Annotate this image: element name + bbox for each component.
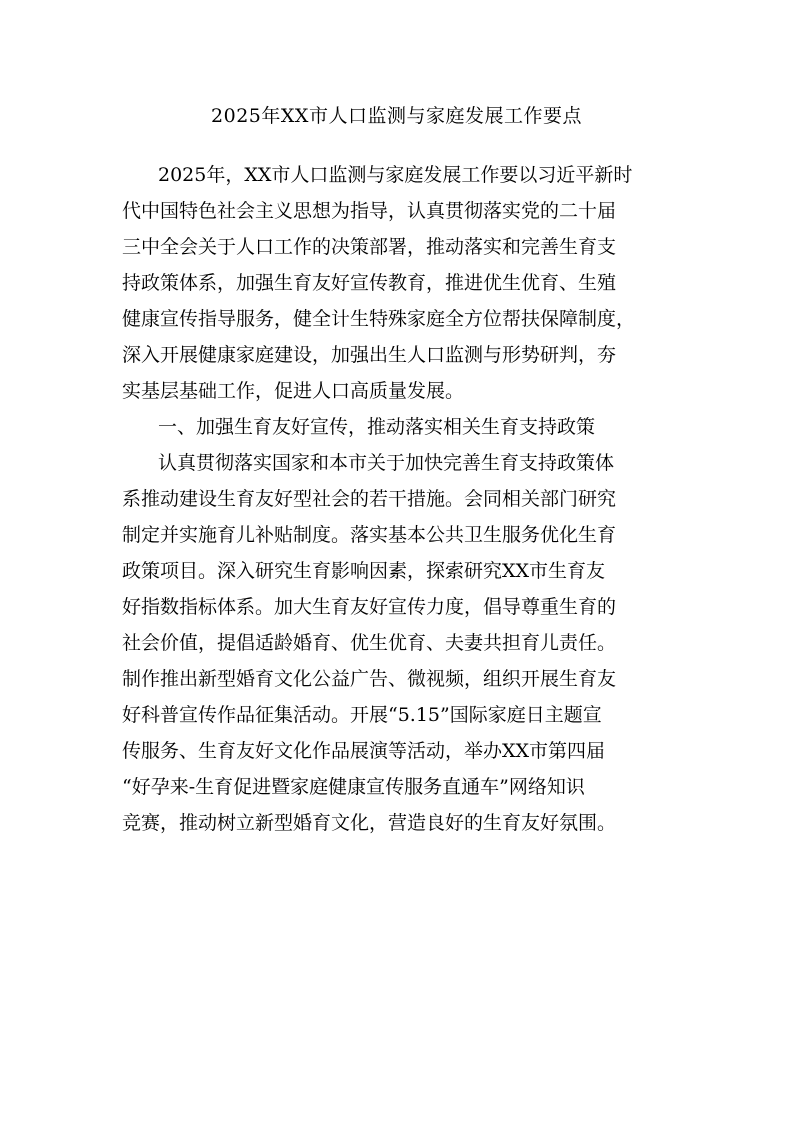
paragraph-line: 制作推出新型婚育文化公益广告、微视频，组织开展生育友 xyxy=(122,668,617,690)
paragraph-line: 系推动建设生育友好型社会的若干措施。会同相关部门研究 xyxy=(122,488,617,510)
paragraph-line: 健康宣传指导服务，健全计生特殊家庭全方位帮扶保障制度， xyxy=(122,308,636,330)
paragraph-line: 实基层基础工作，促进人口高质量发展。 xyxy=(122,380,465,402)
paragraph-line: 竞赛，推动树立新型婚育文化，营造良好的生育友好氛围。 xyxy=(122,812,617,834)
paragraph-line: “好孕来-生育促进暨家庭健康宣传服务直通车”网络知识 xyxy=(122,776,585,798)
paragraph-line: 好指数指标体系。加大生育友好宣传力度，倡导尊重生育的 xyxy=(122,596,617,618)
paragraph-line: 社会价值，提倡适龄婚育、优生优育、夫妻共担育儿责任。 xyxy=(122,632,617,654)
paragraph-line: 好科普宣传作品征集活动。开展“5.15”国际家庭日主题宣 xyxy=(122,704,602,726)
paragraph-line: 三中全会关于人口工作的决策部署，推动落实和完善生育支 xyxy=(122,236,617,258)
paragraph-line: 认真贯彻落实国家和本市关于加快完善生育支持政策体 xyxy=(158,452,615,474)
paragraph-line: 2025年，XX市人口监测与家庭发展工作要以习近平新时 xyxy=(158,164,633,186)
section-heading: 一、加强生育友好宣传，推动落实相关生育支持政策 xyxy=(158,416,596,438)
paragraph-line: 制定并实施育儿补贴制度。落实基本公共卫生服务优化生育 xyxy=(122,524,617,546)
paragraph-line: 代中国特色社会主义思想为指导，认真贯彻落实党的二十届 xyxy=(122,200,617,222)
paragraph-line: 深入开展健康家庭建设，加强出生人口监测与形势研判，夯 xyxy=(122,344,617,366)
paragraph-line: 政策项目。深入研究生育影响因素，探索研究XX市生育友 xyxy=(122,560,606,582)
paragraph-line: 传服务、生育友好文化作品展演等活动，举办XX市第四届 xyxy=(122,740,606,762)
paragraph-line: 持政策体系，加强生育友好宣传教育，推进优生优育、生殖 xyxy=(122,272,617,294)
document-title: 2025年XX市人口监测与家庭发展工作要点 xyxy=(211,105,582,127)
